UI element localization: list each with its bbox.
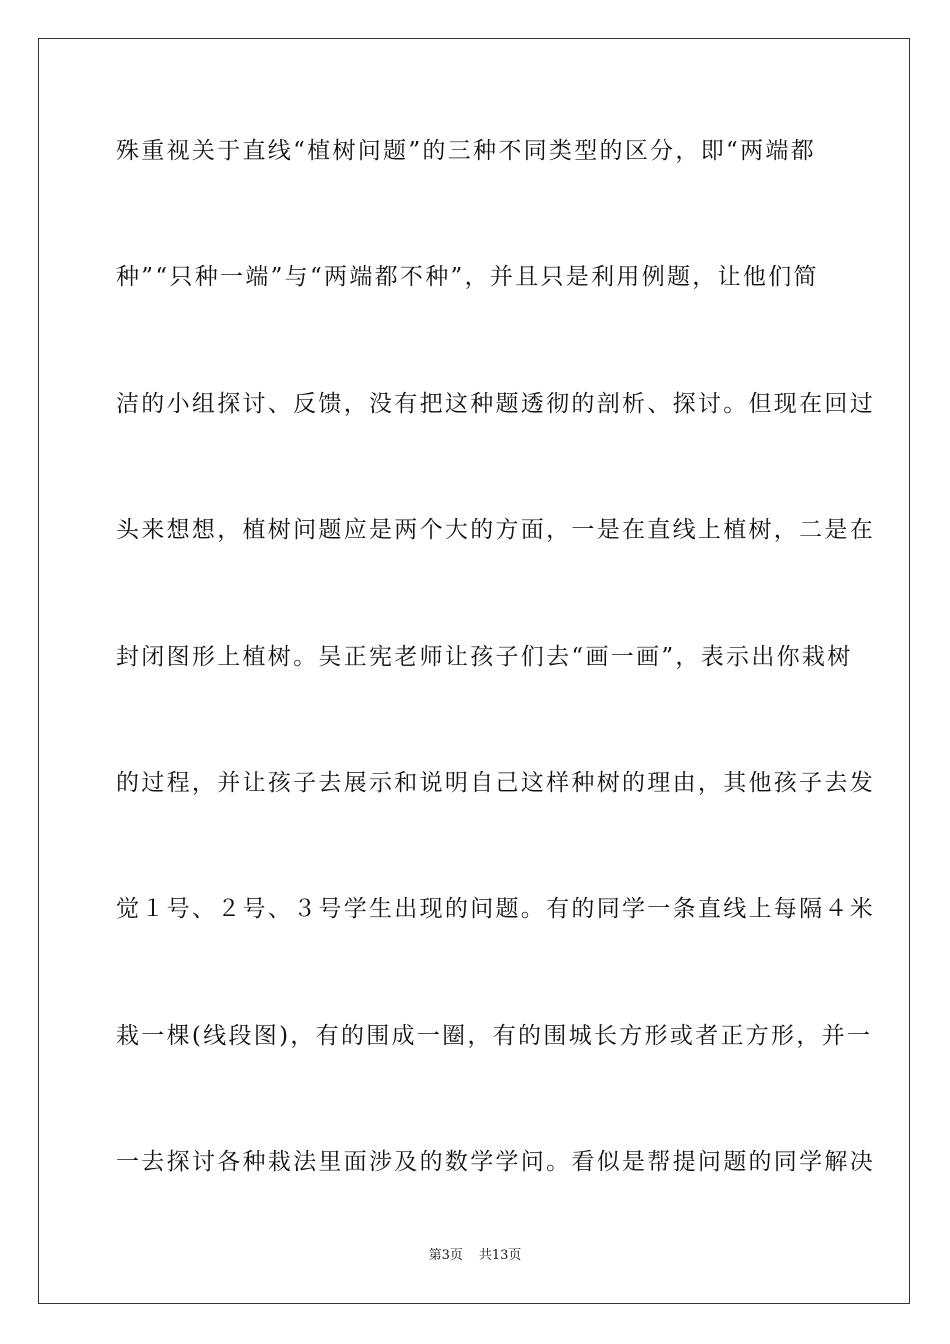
text-line-3: 洁的小组探讨、反馈，没有把这种题透彻的剖析、探讨。但现在回过 xyxy=(116,390,875,417)
text-line-5: 封闭图形上植树。吴正宪老师让孩子们去“画一画”，表示出你栽树 xyxy=(116,643,853,670)
text-line-9: 一去探讨各种栽法里面涉及的数学学问。看似是帮提问题的同学解决 xyxy=(116,1149,875,1176)
page-number: 第3页 xyxy=(428,1248,463,1263)
page-footer xyxy=(0,1246,950,1266)
text-line-7: 觉１号、２号、３号学生出现的问题。有的同学一条直线上每隔４米 xyxy=(116,896,875,923)
text-line-2: 种”“只种一端”与“两端都不种”，并且只是利用例题，让他们简 xyxy=(116,264,819,291)
text-line-4: 头来想想，植树问题应是两个大的方面，一是在直线上植树，二是在 xyxy=(116,517,875,544)
text-line-1: 殊重视关于直线“植树问题”的三种不同类型的区分，即“两端都 xyxy=(116,138,816,164)
page-total: 共13页 xyxy=(478,1248,522,1263)
document-body xyxy=(116,128,875,1266)
text-line-8: 栽一棵(线段图)，有的围成一圈，有的围城长方形或者正方形，并一 xyxy=(116,1022,873,1049)
text-line-6: 的过程，并让孩子去展示和说明自己这样种树的理由，其他孩子去发 xyxy=(116,769,875,796)
